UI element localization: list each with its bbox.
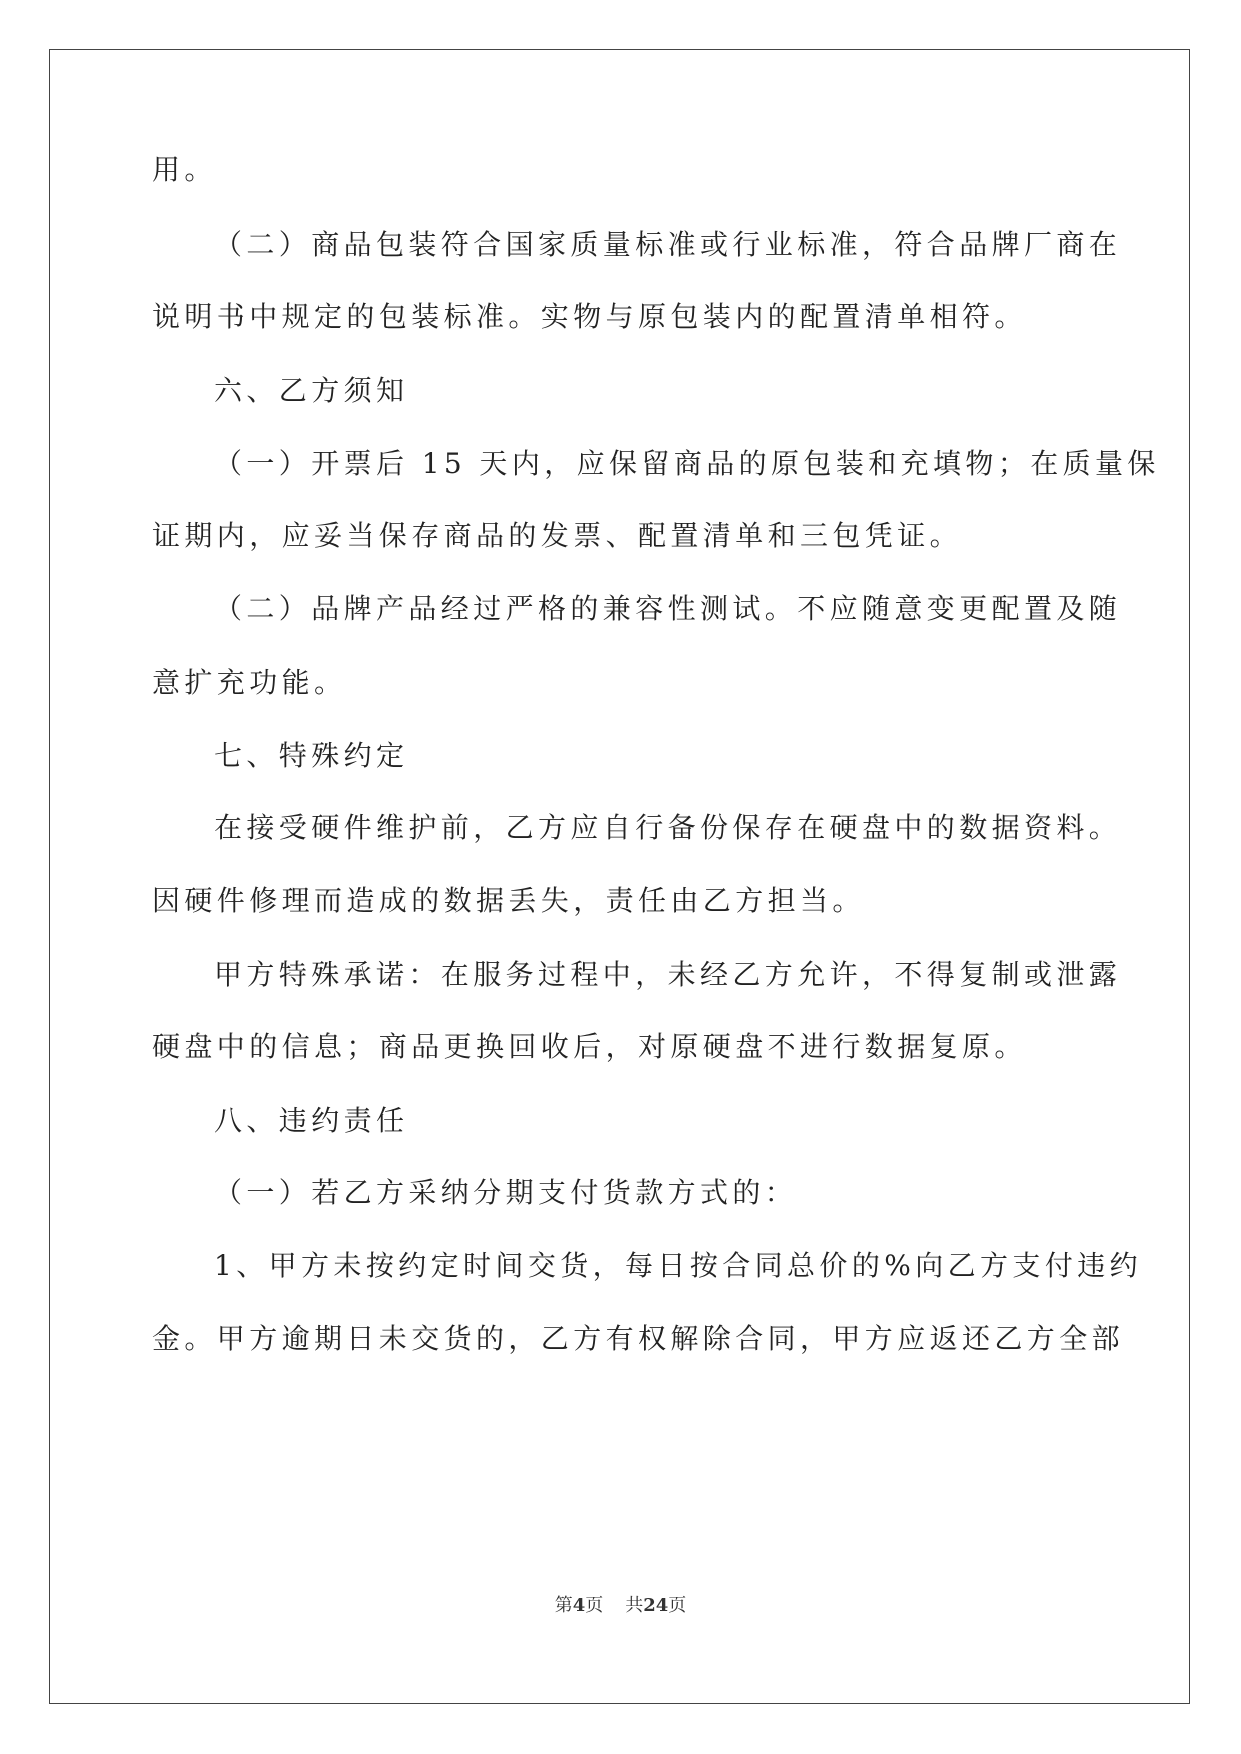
page-footer bbox=[0, 1594, 1241, 1618]
page-total: 共24页 bbox=[625, 1595, 687, 1616]
section-heading: 八、违约责任 bbox=[214, 1104, 409, 1137]
paragraph-line: 在接受硬件维护前，乙方应自行备份保存在硬盘中的数据资料。 bbox=[214, 811, 1122, 844]
section-heading: 七、特殊约定 bbox=[214, 739, 409, 772]
page-number: 第4页 bbox=[554, 1595, 604, 1616]
paragraph-line: 证期内，应妥当保存商品的发票、配置清单和三包凭证。 bbox=[152, 519, 963, 552]
paragraph-line: 意扩充功能。 bbox=[152, 666, 347, 699]
paragraph-line: （二）品牌产品经过严格的兼容性测试。不应随意变更配置及随 bbox=[214, 592, 1122, 625]
paragraph-line: 金。甲方逾期日未交货的，乙方有权解除合同，甲方应返还乙方全部 bbox=[152, 1322, 1125, 1355]
paragraph-line: 用。 bbox=[152, 153, 217, 186]
paragraph-line: 甲方特殊承诺：在服务过程中，未经乙方允许，不得复制或泄露 bbox=[214, 958, 1122, 991]
paragraph-line: 1、甲方未按约定时间交货，每日按合同总价的%向乙方支付违约 bbox=[214, 1249, 1143, 1282]
paragraph-line: （二）商品包装符合国家质量标准或行业标准，符合品牌厂商在 bbox=[214, 228, 1122, 261]
paragraph-line: 因硬件修理而造成的数据丢失，责任由乙方担当。 bbox=[152, 884, 865, 917]
paragraph-line: 说明书中规定的包装标准。实物与原包装内的配置清单相符。 bbox=[152, 300, 1027, 333]
paragraph-line: （一）开票后 15 天内，应保留商品的原包装和充填物；在质量保 bbox=[214, 447, 1160, 480]
paragraph-line: （一）若乙方采纳分期支付货款方式的： bbox=[214, 1176, 798, 1209]
section-heading: 六、乙方须知 bbox=[214, 374, 409, 407]
paragraph-line: 硬盘中的信息；商品更换回收后，对原硬盘不进行数据复原。 bbox=[152, 1030, 1027, 1063]
